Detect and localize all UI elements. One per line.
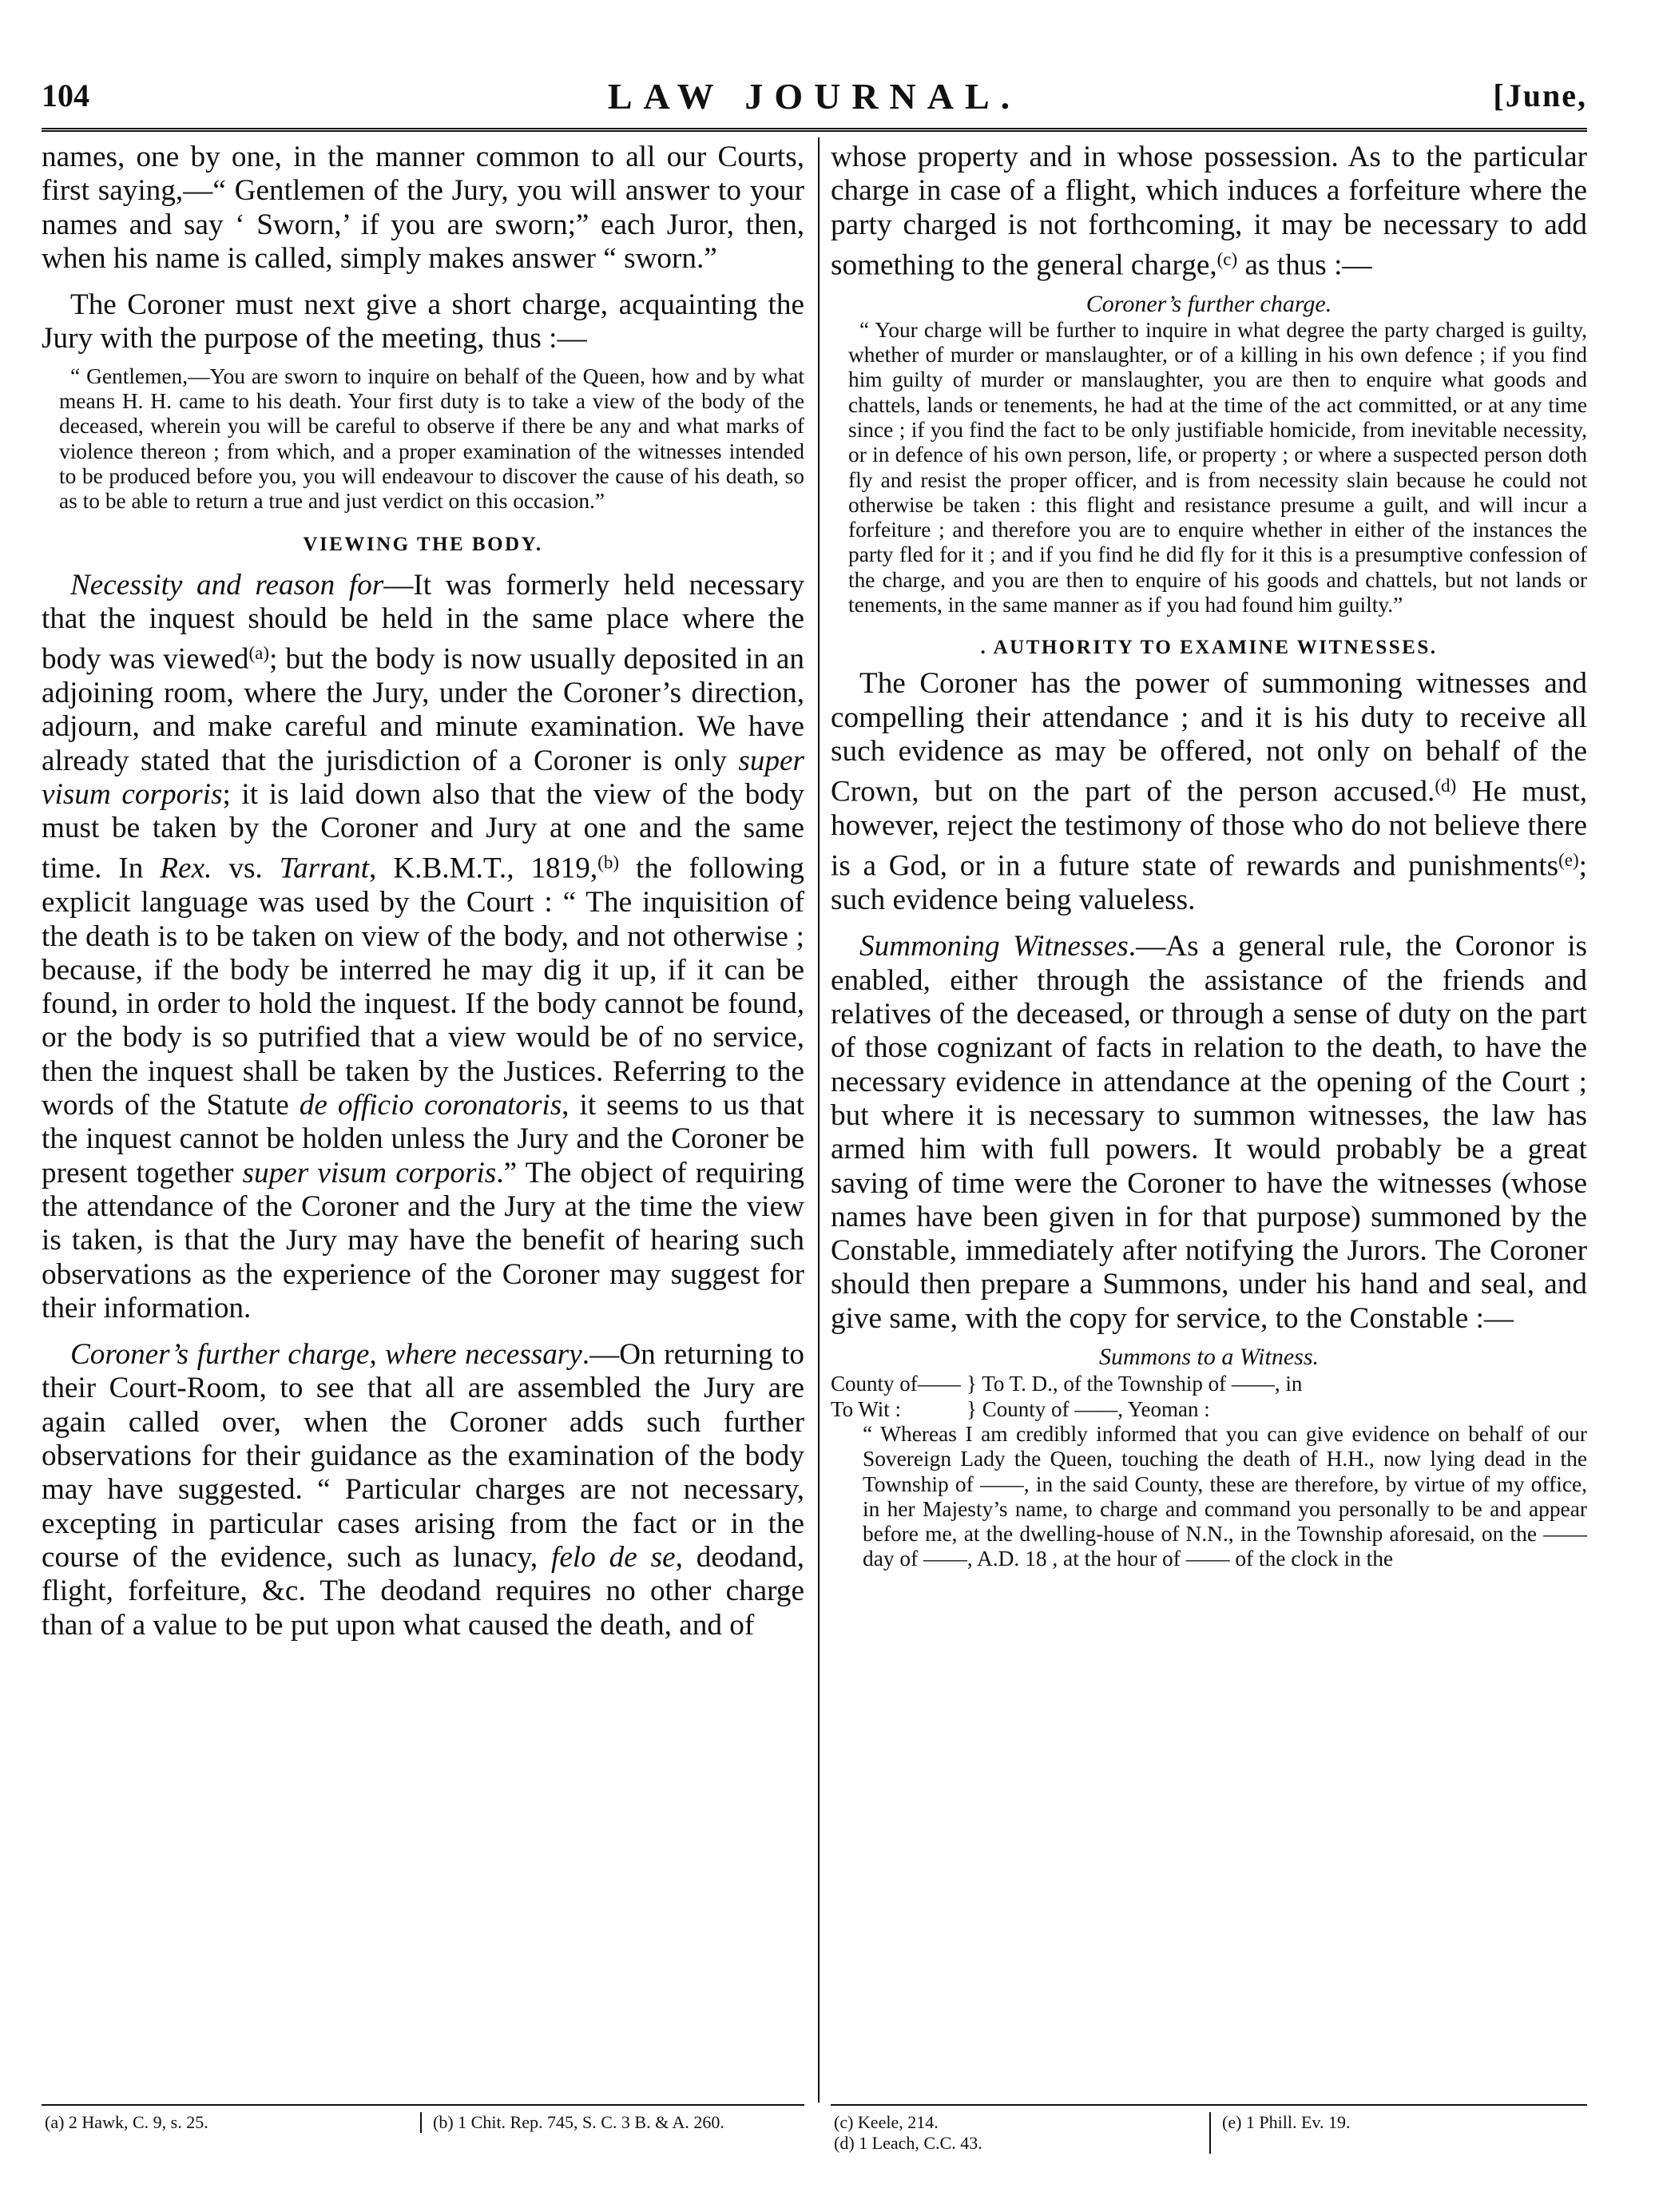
journal-title: LAW JOURNAL. [607,76,1022,117]
summons-to-wit: To Wit : [831,1396,902,1421]
page-header [42,70,1587,126]
footnote-c: (c) Keele, 214. [834,2112,939,2132]
quote-further-charge: “ Your charge will be further to inquire in what degree the party charged is guilty, whether of murder or manslaughter, or of a killing in his own defence ; if you find him guilty of murder or manslaughter, you are then to enquire what goods and chattels, lands or tenements, he had at the time of the act committed, or at any time since ; if you find the fact to be only justifiable homicide, from inevitable necessity, or in defence of his own person, life, or property ; or where a suspected person doth fly and resist the proper officer, and is from necessity slain because he could not otherwise be taken : this flight and resistance presume a guilt, and will incur a forfeiture ; and therefore you are to enquire whether in either of the instances the party fled for it ; and if you find he did fly for it this is a presumptive confession of the charge, and you are then to enquire of his goods and chattels, but not lands or tenements, in the same manner as if you had found him guilty.” [848,317,1587,617]
footnote-ref-b[interactable]: (b) [597,852,620,873]
heading-authority-witnesses: . AUTHORITY TO EXAMINE WITNESSES. [980,637,1438,659]
right-column [831,141,1587,1572]
left-column [42,141,804,1642]
footnote-b: (b) 1 Chit. Rep. 745, S. C. 3 B. & A. 260. [420,2112,804,2133]
header-rule [42,128,1587,132]
quote-gentlemen-charge: “ Gentlemen,—You are sworn to inquire on behalf of the Queen, how and by what means H. H. came to his death. Your first duty is to take a view of the body of the deceased, wherein you will be careful to observe if there be any and what marks of violence thereon ; from which, and a proper examination of the witnesses intended to be produced before you, you will endeavour to discover the cause of his death, so as to be able to return a true and just verdict on this occasion.” [59,363,804,514]
paragraph-flight-charge: whose property and in whose possession. As to the particular charge in case of a flight, which induces a forfeiture where the party charged is not forthcoming, it may be necessary to add something to the general charge,$^{(c)}$ as thus :— [831,141,1587,282]
footnote-d: (d) 1 Leach, C.C. 43. [834,2133,982,2153]
heading-viewing-the-body: VIEWING THE BODY. [303,533,543,555]
footnote-ref-e[interactable]: (e) [1558,849,1579,871]
summons-address-block [831,1371,1587,1422]
summons-text: “ Whereas I am credibly informed that you can give evidence on behalf of our Sovereign Lady the Queen, touching the death of H.H., now lying dead in the Township of ——, in the said County, these are therefore, by virtue of my office, in her Majesty’s name, to charge and command you personally to be and appear before me, at the dwelling-house of N.N., in the Township aforesaid, on the —— day of ——, A.D. 18 , at the hour of —— of the clock in the [863,1421,1587,1571]
footnote-a: (a) 2 Hawk, C. 9, s. 25. [45,2112,208,2132]
run-in-necessity: Necessity and reason for [70,568,384,602]
subheading-summons-to-witness: Summons to a Witness. [1098,1343,1319,1370]
footnotes-left [45,2112,804,2133]
footnotes-right [834,2112,1585,2154]
paragraph-summoning-witnesses: Summoning Witnesses.—As a general rule, the Coronor is enabled, either through the assistance of the friends and relatives of the deceased, or through a sense of duty on the part of those cognizant of facts in relation to the death, to have the necessary evidence in attendance at the opening of the Court ; but where it is necessary to summon witnesses, the law has armed him with full powers. It would probably be a great saving of time were the Coroner to have the witnesses (whose names have been given in for that purpose) summoned by the Constable, immediately after notifying the Jurors. The Coroner should then prepare a Summons, under his hand and seal, and give same, with the copy for service, to the Constable :— [831,930,1588,1335]
run-in-further-charge: Coroner’s further charge, where necessary [70,1338,582,1372]
summons-county: County of—— [831,1371,961,1396]
paragraph-further-charge: Coroner’s further charge, where necessary.—On returning to their Court-Room, to see that all are assembled the Jury are again called over, when the Coroner adds such further observations for their guidance as the examination of the body may have suggested. “ Particular charges are not necessary, excepting in particular cases arising from the fact or in the course of the evidence, such as lunacy, felo de se, deodand, flight, forfeiture, &c. The deodand requires no other charge than of a value to be put upon what caused the death, and of [42,1338,805,1642]
footnote-ref-a[interactable]: (a) [248,642,270,664]
column-divider [818,137,820,2103]
footnote-ref-c[interactable]: (c) [1216,248,1238,269]
summons-addressee-county: } County of ——, Yeoman : [966,1396,1210,1421]
footnote-rule-left [42,2104,804,2106]
summons-addressee: } To T. D., of the Township of ——, in [966,1371,1303,1396]
paragraph-authority: The Coroner has the power of summoning witnesses and compelling their attendance ; and it is his duty to receive all such evidence as may be offered, not only on behalf of the Crown, but on the part of the person accused.$^{(d)}$ He must, however, reject the testimony of those who do not believe there is a God, or in a future state of rewards and punishments$^{(e)}$; such evidence being valueless. [831,667,1587,917]
footnote-ref-d[interactable]: (d) [1435,775,1457,796]
run-in-summoning: Summoning Witnesses [859,930,1129,963]
paragraph-short-charge: The Coroner must next give a short charge, acquainting the Jury with the purpose of the meeting, thus :— [42,288,804,355]
footnote-e: (e) 1 Phill. Ev. 19. [1209,2112,1585,2154]
paragraph-jury-names: names, one by one, in the manner common to all our Courts, first saying,—“ Gentlemen of the Jury, you will answer to your names and say ‘ Sworn,’ if you are sworn;” each Juror, then, when his name is called, simply makes answer “ sworn.” [42,141,804,275]
running-head-month: [June, [1493,77,1587,113]
subheading-coroners-further-charge: Coroner’s further charge. [1085,290,1332,317]
footnote-rule-right [831,2104,1587,2106]
page-number: 104 [42,77,89,113]
paragraph-necessity: Necessity and reason for—It was formerly held necessary that the inquest should be held in the same place where the body was viewed$^{(a)}$; but the body is now usually deposited in an adjoining room, where the Jury, under the Coroner’s direction, adjourn, and make careful and minute examination. We have already stated that the jurisdiction of a Coroner is only super visum corporis; it is laid down also that the view of the body must be taken by the Coroner and Jury at one and the same time. In Rex. vs. Tarrant, K.B.M.T., 1819,$^{(b)}$ the following explicit language was used by the Court : “ The inquisition of the death is to be taken on view of the body, and not otherwise ; because, if the body be interred he may dig it up, if it can be found, in order to hold the inquest. If the body cannot be found, or the body is so putrified that a view would be of no service, then the inquest shall be taken by the Justices. Referring to the words of the Statute de officio coronatoris, it seems to us that the inquest cannot be holden unless the Jury and the Coroner be present together super visum corporis.” The object of requiring the attendance of the Coroner and the Jury at the time the view is taken, is that the Jury may have the benefit of hearing such observations as the experience of the Coroner may suggest for their information. [42,568,805,1324]
